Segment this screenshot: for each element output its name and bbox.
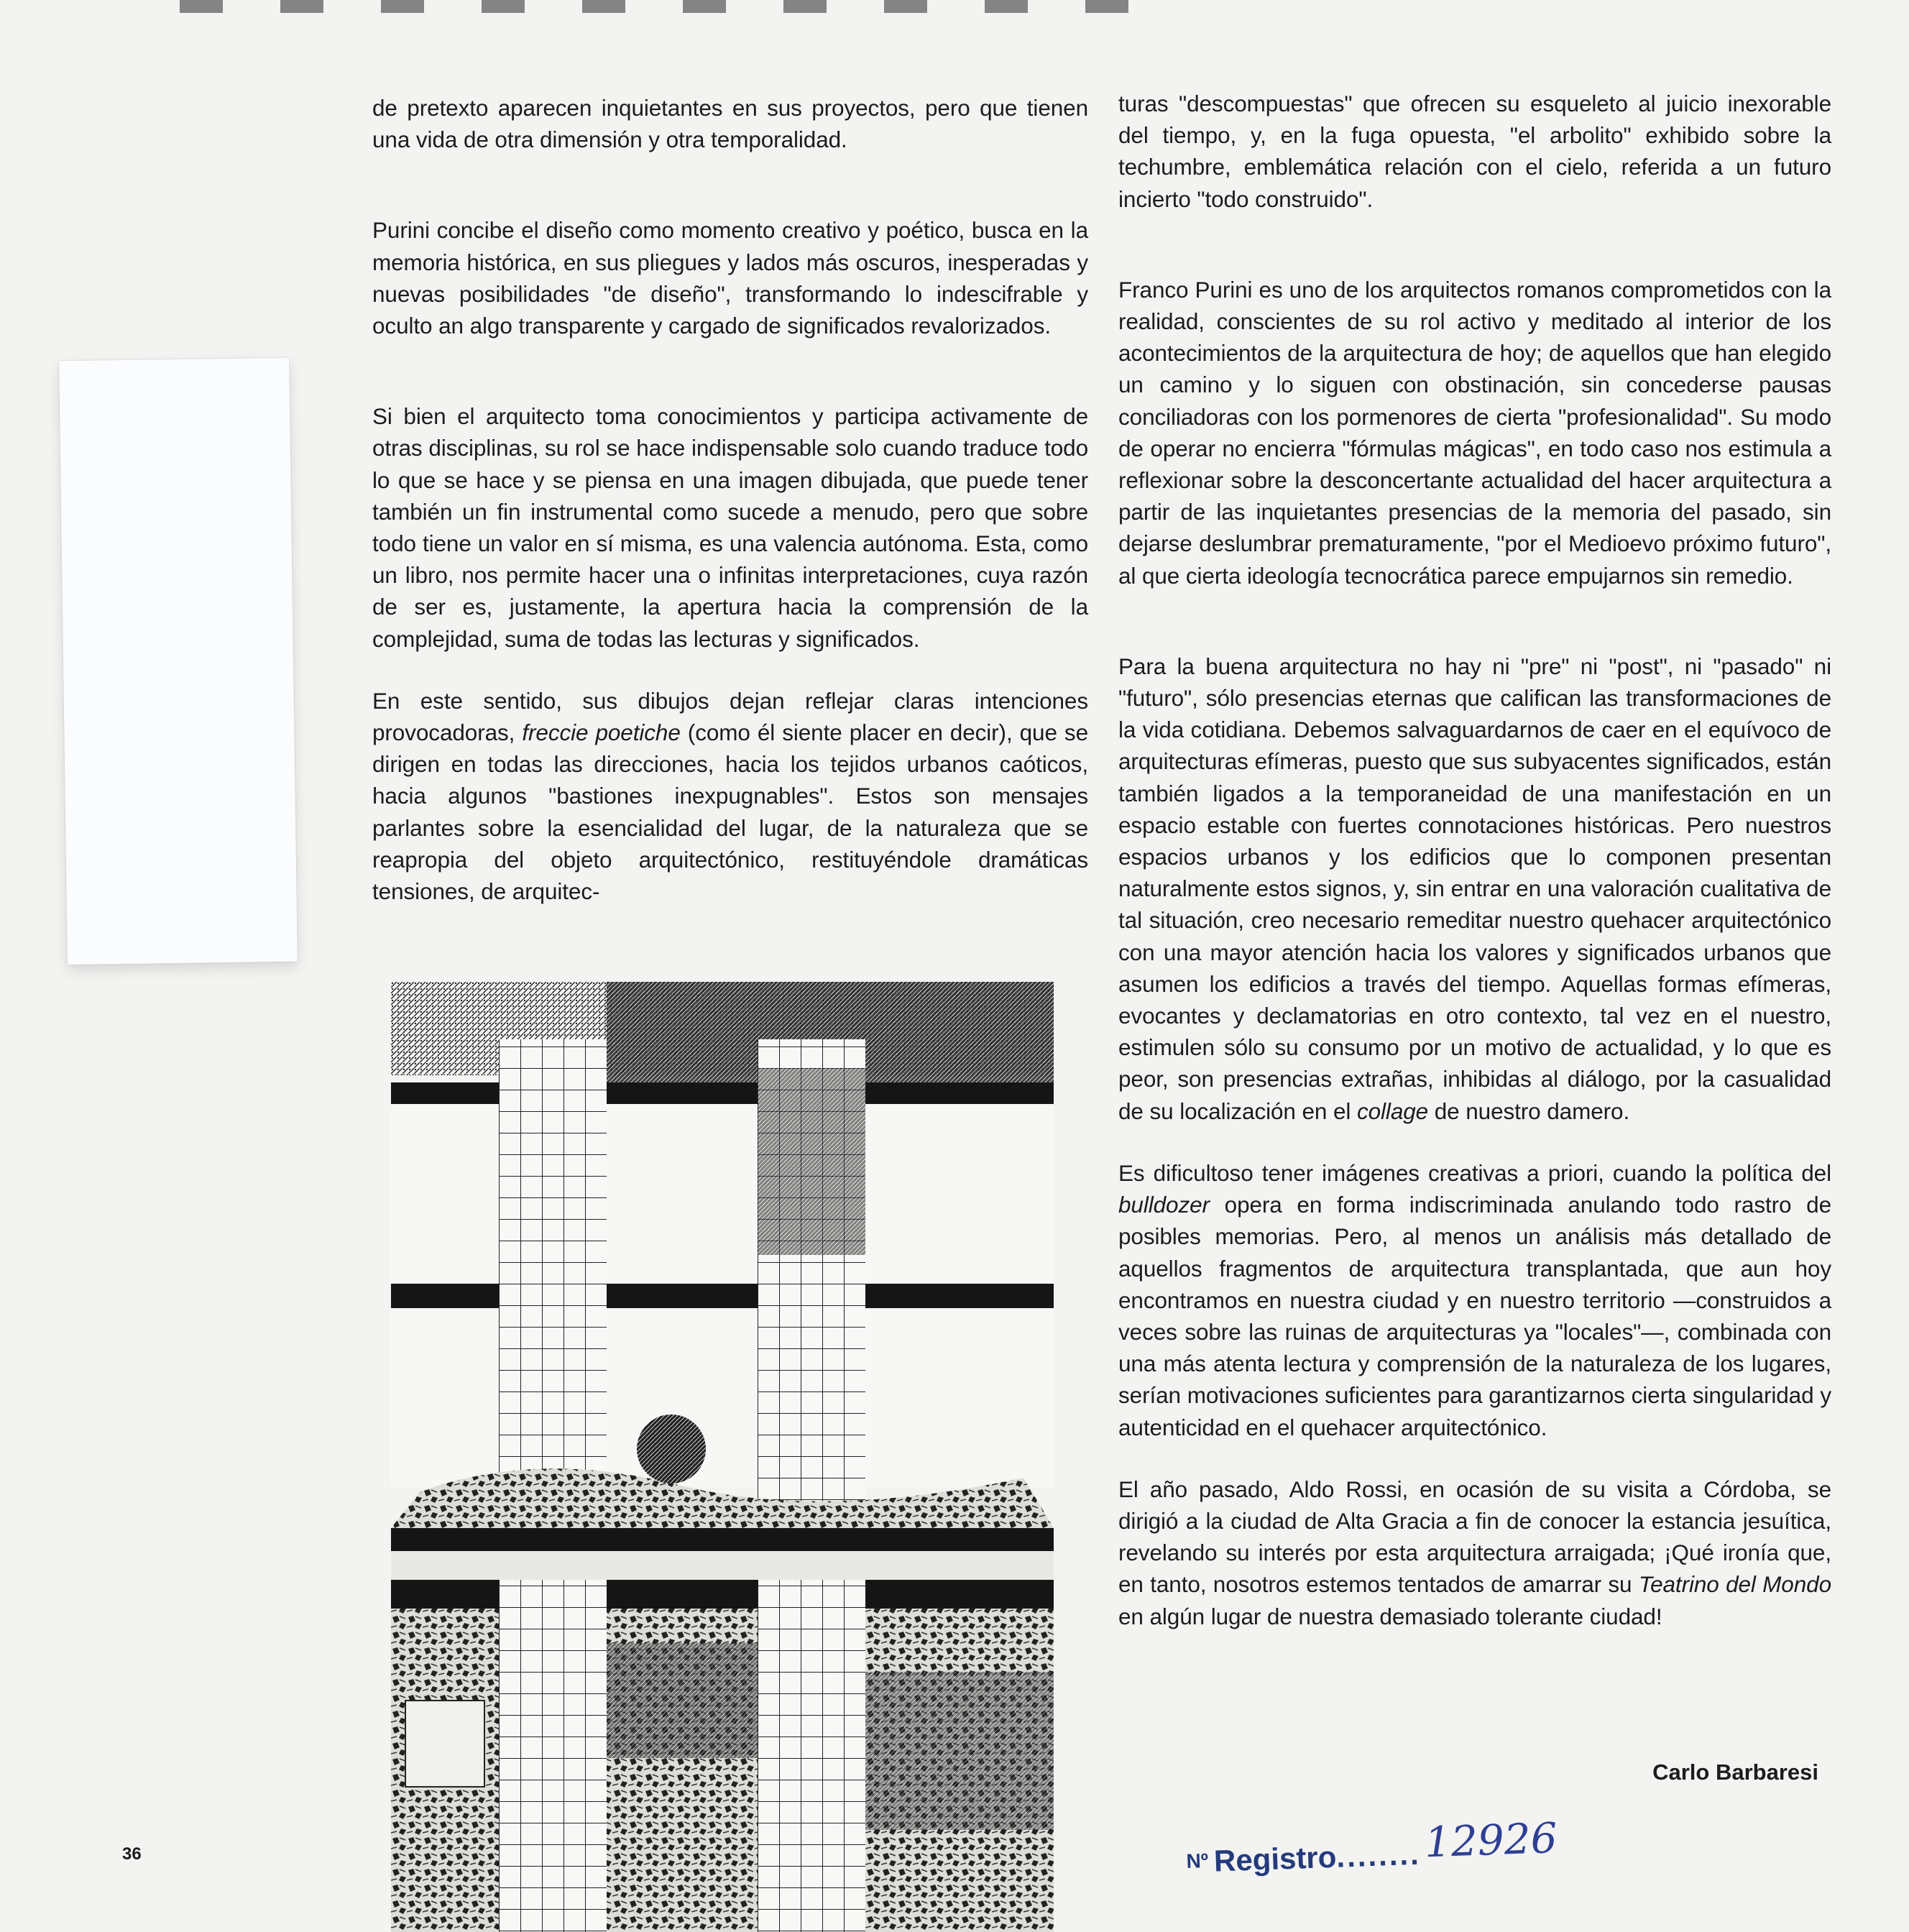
article-left-column xyxy=(372,92,1088,907)
paragraph: Purini concibe el diseño como momento creativo y poético, busca en la memoria histórica, en sus pliegues y lados más oscuros, inesperadas y nuevas posibilidades "de diseño", transformando lo indescifrable y oculto an algo transparente y cargado de significados revalorizados. xyxy=(372,217,1088,339)
author-signature: Carlo Barbaresi xyxy=(1652,1760,1818,1785)
sticky-paper-note xyxy=(59,358,298,965)
page-number: 36 xyxy=(122,1844,142,1864)
paragraph: Franco Purini es uno de los arquitectos romanos comprometidos con la realidad, conscientes de su rol activo y meditado al interior de los acontecimientos de la arquitectura de hoy; de aquellos que han elegido un camino y lo siguen con obstinación, sin concederse pausas conciliadoras con los pormenores de cierta "profesionalidad". Su modo de operar no encierra "fórmulas mágicas", en todo caso nos estimula a reflexionar sobre la desconcertante actualidad del hacer arquitectura a partir de las inquietantes presencias de la memoria del pasado, sin dejarse deslumbrar prematuramente, "por el Medioevo próximo futuro", al que cierta ideología tecnocrática parece empujarnos sin remedio. xyxy=(1118,276,1831,589)
paragraph: Si bien el arquitecto toma conocimientos y participa activamente de otras disciplinas, su rol se hace indispensable solo cuando traduce todo lo que se hace y se piensa en una imagen dibujada, que puede tener también un fin instrumental como sucede a menudo, pero que sobre todo tiene un valor en sí misma, es una valencia autónoma. Esta, como un libro, nos permite hacer una o infinitas interpretaciones, cuya razón de ser es, justamente, la apertura hacia la comprensión de la complejidad, suma de todas las lecturas y significados. xyxy=(372,403,1088,652)
drawing-panel-middle-content xyxy=(391,1284,1054,1551)
registry-stamp xyxy=(1185,1813,1558,1880)
italic-phrase: freccie poetiche xyxy=(522,719,681,746)
stamp-dots: ........ xyxy=(1335,1836,1422,1874)
paragraph: En este sentido, sus dibujos dejan reflejar claras intenciones provocadoras, freccie poetiche (como él siente placer en decir), que se dirigen en todas las direcciones, hacia los tejidos urbanos caóticos, hacia algunos "bastiones inexpugnables". Estos son mensajes parlantes sobre la esencialidad del lugar, de la naturaleza que se reapropia del objeto arquitectónico, restituyéndole dramáticas tensiones, de arquitec- xyxy=(372,687,1088,905)
paragraph: de pretexto aparecen inquietantes en sus proyectos, pero que tienen una vida de otra dimensión y otra temporalidad. xyxy=(372,95,1088,153)
drawing-panel-bottom xyxy=(391,1551,1054,1932)
architectural-drawing xyxy=(391,982,1054,1932)
stamp-label: Registro xyxy=(1213,1839,1338,1878)
top-edge-fragment xyxy=(180,0,1150,13)
article-right-column xyxy=(1118,88,1831,1632)
paragraph: Es dificultoso tener imágenes creativas a priori, cuando la política del bulldozer opera en forma indiscriminada anulando todo rastro de posibles memorias. Pero, al menos un análisis más detallado de aquellos fragmentos de arquitectura transplantada, que aun hoy encontramos en nuestra ciudad y en nuestro territorio —construidos a veces sobre las ruinas de arquitecturas ya "locales"—, combinada con una más atenta lectura y comprensión de la naturaleza de los lugares, serían motivaciones suficientes para garantizarnos cierta singularidad y autenticidad en el quehacer arquitectónico. xyxy=(1118,1159,1831,1440)
paragraph: Para la buena arquitectura no hay ni "pre" ni "post", ni "pasado" ni "futuro", sólo presencias eternas que califican las transformaciones de la vida cotidiana. Debemos salvaguardarnos de caer en el equívoco de arquitecturas efímeras, puesto que sus subyacentes significados, están también ligados a la temporaneidad de una manifestación en un espacio estable con fuertes connotaciones históricas. Pero nuestros espacios urbanos y los edificios que lo componen presentan naturalmente estos signos, y, sin entrar en una valoración cualitativa de tal situación, creo necesario remeditar nuestro quehacer arquitectónico con una mayor atención hacia los valores y significados urbanos que asumen los edificios a través del tiempo. Aquellas formas efímeras, evocantes y declamatorias en otro contexto, tal vez en el nuestro, estimulen sólo su consumo por un motivo de actualidad, y lo que es peor, son presencias extrañas, inhibidas al diálogo, por la casualidad de su localización en el collage de nuestro damero. xyxy=(1118,653,1831,1124)
paragraph: El año pasado, Aldo Rossi, en ocasión de su visita a Córdoba, se dirigió a la ciudad de Alta Gracia a fin de conocer la estancia jesuítica, revelando su interés por esta arquitectura arraigada; ¡Qué ironía que, en tanto, nosotros estemos tentados de amarrar su Teatrino del Mondo en algún lugar de nuestra demasiado tolerante ciudad! xyxy=(1118,1476,1831,1629)
italic-word: bulldozer xyxy=(1118,1192,1210,1218)
paragraph: turas "descompuestas" que ofrecen su esqueleto al juicio inexorable del tiempo, y, en la fuga opuesta, "el arbolito" exhibido sobre la techumbre, emblemática relación con el cielo, referida a un futuro incierto "todo construido". xyxy=(1118,91,1831,212)
stamp-handwritten-number: 12926 xyxy=(1423,1813,1558,1867)
stamp-prefix: Nº xyxy=(1186,1849,1209,1872)
italic-phrase: Teatrino del Mondo xyxy=(1638,1571,1831,1598)
italic-word: collage xyxy=(1356,1098,1429,1124)
